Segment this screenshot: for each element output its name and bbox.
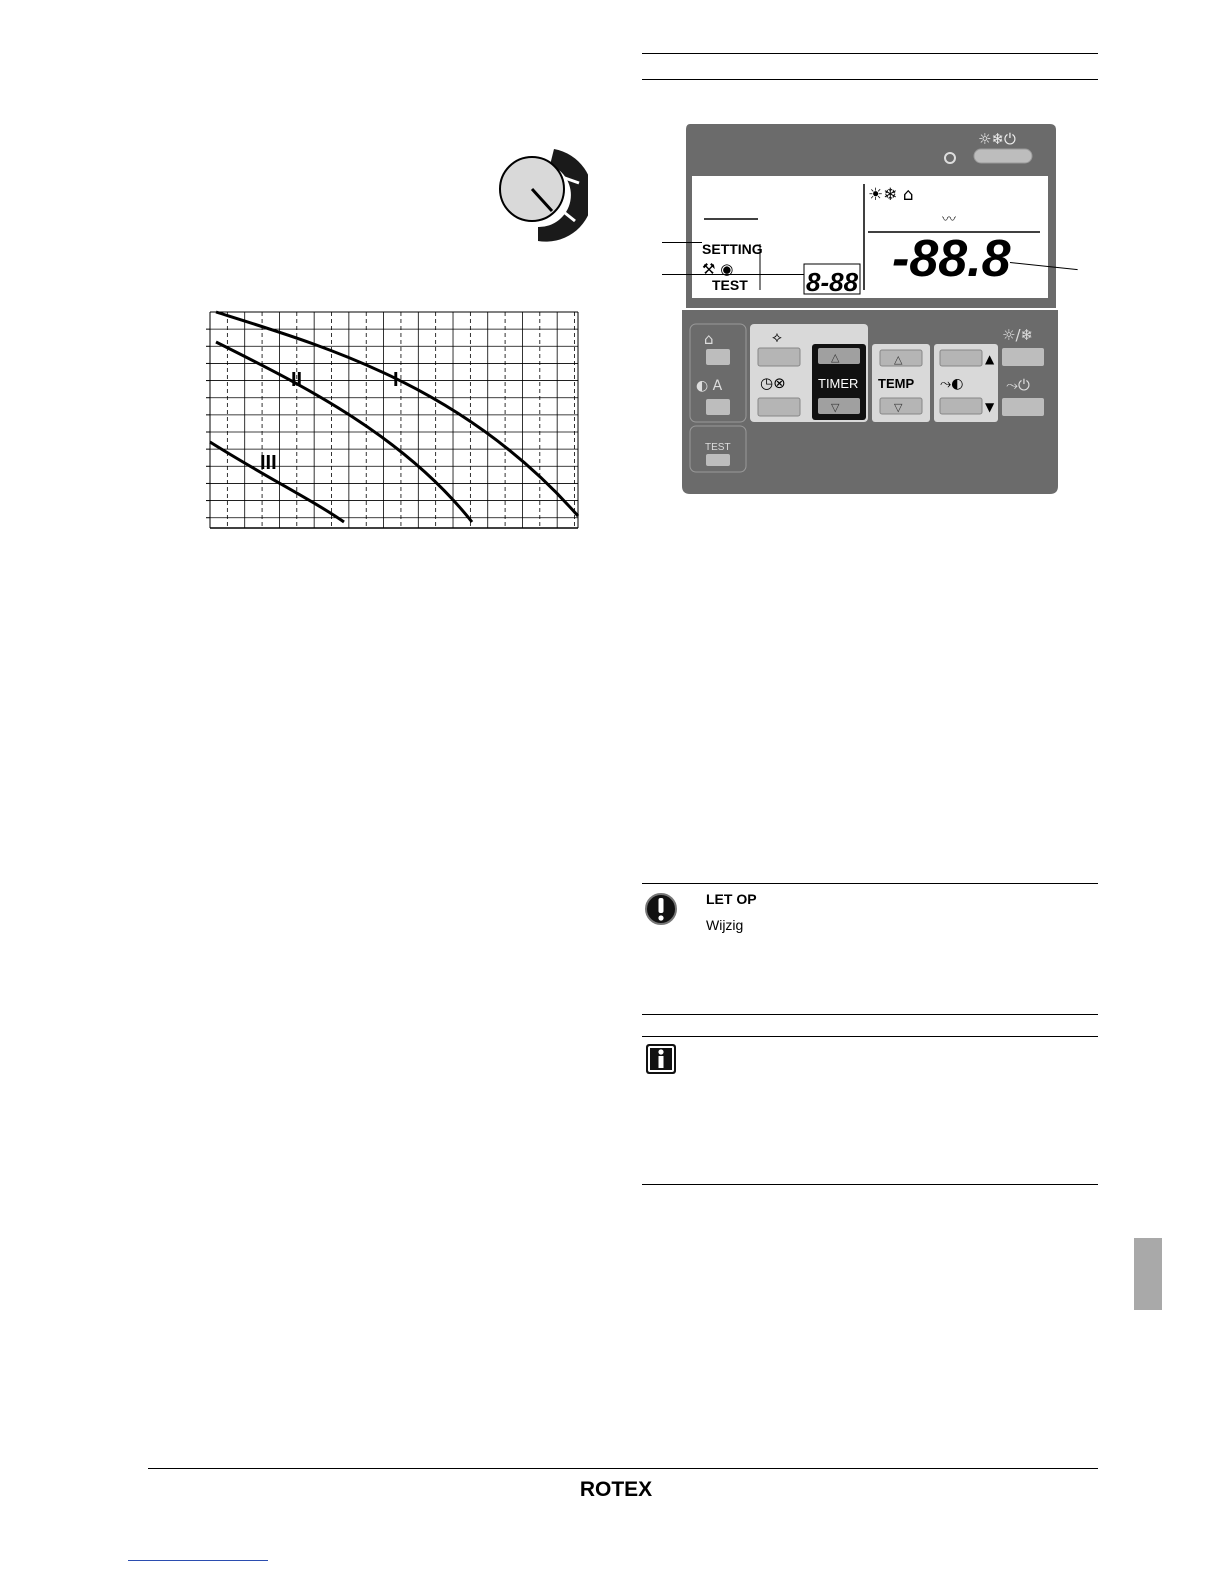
notice-title: LET OP	[706, 891, 757, 907]
svg-text:☼/❄: ☼/❄	[1002, 326, 1034, 344]
pump-curve-chart	[204, 306, 584, 534]
warning-icon	[644, 892, 678, 926]
info-rule-bottom	[642, 1184, 1098, 1185]
svg-text:◷⊗: ◷⊗	[760, 374, 786, 392]
test-button-label: TEST	[705, 442, 731, 453]
pump-speed-dial-icon	[492, 143, 588, 243]
svg-text:▽: ▽	[831, 401, 840, 414]
notice-body: Wijzig	[706, 917, 744, 933]
svg-text:⌂: ⌂	[704, 330, 714, 348]
lcd-code-display: 8-88	[806, 267, 859, 297]
svg-text:△: △	[831, 351, 840, 364]
chart-grid	[206, 312, 578, 528]
notice-rule-top	[642, 883, 1098, 884]
svg-text:〰: 〰	[942, 212, 956, 228]
info-rule-top	[642, 1036, 1098, 1037]
svg-text:☼❄⏻: ☼❄⏻	[978, 130, 1016, 148]
footer-rule	[148, 1468, 1098, 1469]
callout-line-code	[662, 274, 804, 275]
svg-text:⟡: ⟡	[772, 328, 782, 346]
curve-label-II: II	[291, 369, 303, 391]
brand-logo: ROTEX	[579, 1478, 653, 1501]
svg-text:⚒ ◉: ⚒ ◉	[702, 260, 734, 278]
temp-button-label: TEMP	[878, 376, 915, 391]
svg-text:◐ A: ◐ A	[696, 378, 723, 394]
curve-speed-I	[216, 312, 578, 516]
svg-text:⤳⏻: ⤳⏻	[1006, 376, 1030, 394]
remote-controller	[676, 124, 1064, 496]
curve-label-III: III	[260, 452, 277, 474]
notice-rule-bottom	[642, 1014, 1098, 1015]
svg-text:▽: ▽	[894, 401, 903, 414]
callout-line-setting	[662, 242, 702, 243]
footnote-link-underline	[128, 1560, 268, 1561]
svg-text:▼: ▼	[985, 400, 995, 414]
lcd-temp-display: -88.8	[892, 230, 1011, 288]
lcd-setting-label: SETTING	[702, 241, 763, 257]
header-rule-bottom	[642, 79, 1098, 80]
lcd-test-label: TEST	[712, 277, 748, 293]
svg-text:⤳◐: ⤳◐	[940, 376, 964, 392]
info-icon	[644, 1042, 678, 1076]
svg-text:☀❄ ⌂: ☀❄ ⌂	[868, 185, 914, 205]
section-tab	[1134, 1238, 1162, 1310]
curve-speed-III	[210, 442, 344, 522]
curve-label-I: I	[393, 369, 399, 391]
svg-text:△: △	[894, 353, 903, 366]
svg-text:▲: ▲	[985, 352, 995, 366]
header-rule-top	[642, 53, 1098, 54]
timer-button-label: TIMER	[818, 376, 859, 391]
